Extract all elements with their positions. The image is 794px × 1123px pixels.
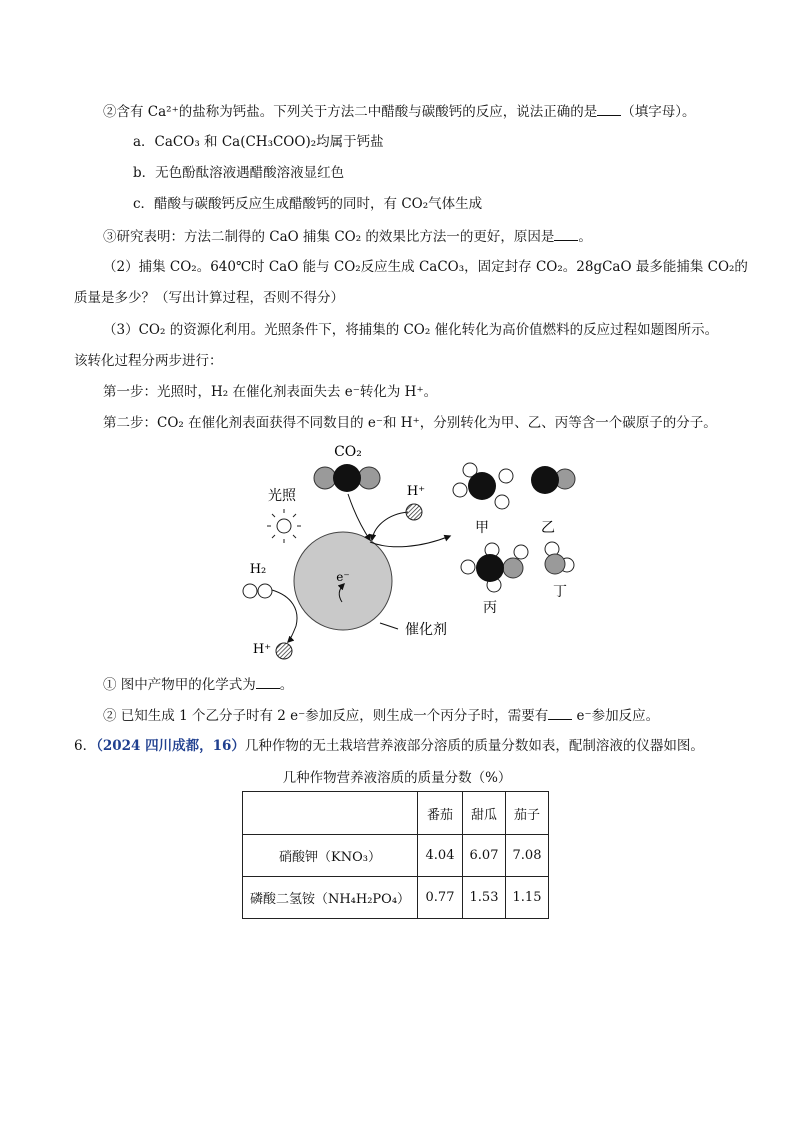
hplus-label-top: H⁺ bbox=[406, 484, 426, 499]
product-jia-label: 甲 bbox=[475, 520, 489, 536]
part-2-line-1: （2）捕集 CO₂。640℃时 CaO 能与 CO₂反应生成 CaCO₃，固定封存 CO₂。28gCaO 最多能捕集 CO₂的 bbox=[103, 259, 748, 275]
oxygen-atom bbox=[503, 558, 523, 578]
sub-question-2: ② 已知生成 1 个乙分子时有 2 e⁻参加反应，则生成一个丙分子时，需要有 e⁻参加反应。 bbox=[103, 705, 659, 726]
light-label: 光照 bbox=[268, 488, 296, 504]
oxygen-atom bbox=[314, 467, 336, 489]
table-cell: 0.77 bbox=[418, 877, 463, 919]
question-2-intro: ②含有 Ca²⁺的盐称为钙盐。下列关于方法二中醋酸与碳酸钙的反应，说法正确的是 （填字母）。 bbox=[103, 101, 695, 122]
table-header-cell: 茄子 bbox=[506, 792, 549, 835]
table-row bbox=[243, 835, 549, 877]
answer-blank bbox=[597, 101, 621, 116]
oxygen-atom bbox=[358, 467, 380, 489]
carbon-atom bbox=[333, 464, 361, 492]
product-bing-label: 丙 bbox=[483, 600, 497, 616]
table-cell: 4.04 bbox=[418, 835, 463, 877]
h2-label: H₂ bbox=[249, 562, 267, 577]
part-3-line-1: （3）CO₂ 的资源化利用。光照条件下，将捕集的 CO₂ 催化转化为高价值燃料的反应过程如题图所示。 bbox=[103, 322, 719, 338]
hydrogen-atom bbox=[514, 545, 528, 559]
answer-blank bbox=[554, 226, 578, 241]
table-header-cell: 番茄 bbox=[418, 792, 463, 835]
table-header-cell bbox=[243, 792, 418, 835]
question-source: （2024 四川成都，16） bbox=[96, 738, 245, 754]
hydrogen-atom bbox=[499, 469, 513, 483]
carbon-atom bbox=[468, 472, 496, 500]
answer-blank bbox=[256, 674, 280, 689]
table-cell: 1.53 bbox=[463, 877, 506, 919]
hydrogen-atom bbox=[258, 584, 272, 598]
nutrient-table bbox=[242, 791, 549, 919]
part-3-line-2: 该转化过程分两步进行： bbox=[74, 353, 223, 369]
table-cell: 6.07 bbox=[463, 835, 506, 877]
co2-label: CO₂ bbox=[334, 444, 362, 460]
hplus-arrow bbox=[372, 512, 408, 540]
table-header-cell: 甜瓜 bbox=[463, 792, 506, 835]
hydrogen-ion bbox=[406, 504, 422, 520]
question-3: ③研究表明：方法二制得的 CaO 捕集 CO₂ 的效果比方法一的更好，原因是 。 bbox=[103, 226, 592, 247]
electron-label: e⁻ bbox=[336, 570, 350, 584]
sub-question-1: ① 图中产物甲的化学式为 。 bbox=[103, 674, 293, 695]
table-title: 几种作物营养液溶质的质量分数（%） bbox=[282, 770, 512, 786]
product-yi-label: 乙 bbox=[541, 520, 555, 536]
table-cell: 硝酸钾（KNO₃） bbox=[243, 835, 418, 877]
table-header-row bbox=[243, 792, 549, 835]
catalyst-label: 催化剂 bbox=[405, 622, 447, 638]
table-cell: 磷酸二氢铵（NH₄H₂PO₄） bbox=[243, 877, 418, 919]
oxygen-atom bbox=[545, 554, 565, 574]
hydrogen-ion bbox=[276, 643, 292, 659]
reaction-diagram-svg bbox=[230, 440, 610, 670]
option-c: c．醋酸与碳酸钙反应生成醋酸钙的同时，有 CO₂气体生成 bbox=[133, 196, 483, 212]
option-a: a．CaCO₃ 和 Ca(CH₃COO)₂均属于钙盐 bbox=[133, 134, 384, 150]
carbon-atom bbox=[476, 554, 504, 582]
part-2-line-2: 质量是多少？（写出计算过程，否则不得分） bbox=[74, 290, 344, 306]
product-ding-label: 丁 bbox=[553, 584, 567, 600]
h2-arrow bbox=[272, 590, 297, 642]
hydrogen-atom bbox=[243, 584, 257, 598]
step-1: 第一步：光照时，H₂ 在催化剂表面失去 e⁻转化为 H⁺。 bbox=[103, 384, 438, 400]
hydrogen-atom bbox=[453, 483, 467, 497]
option-b: b．无色酚酞溶液遇醋酸溶液显红色 bbox=[133, 165, 345, 181]
catalyst-pointer bbox=[380, 623, 398, 629]
answer-blank bbox=[548, 705, 572, 720]
sun-icon bbox=[267, 509, 301, 543]
table-row bbox=[243, 877, 549, 919]
hydrogen-atom bbox=[495, 495, 509, 509]
table-cell: 7.08 bbox=[506, 835, 549, 877]
carbon-atom bbox=[531, 466, 559, 494]
step-2: 第二步：CO₂ 在催化剂表面获得不同数目的 e⁻和 H⁺，分别转化为甲、乙、丙等含一个碳原子的分子。 bbox=[103, 415, 717, 431]
hplus-label-bottom: H⁺ bbox=[252, 642, 272, 657]
reaction-diagram bbox=[230, 440, 610, 674]
hydrogen-atom bbox=[461, 560, 475, 574]
question-6: 6．（2024 四川成都，16）几种作物的无土栽培营养液部分溶质的质量分数如表，配制溶液的仪器如图。 bbox=[74, 738, 704, 754]
table-cell: 1.15 bbox=[506, 877, 549, 919]
product-arrow bbox=[370, 536, 450, 547]
